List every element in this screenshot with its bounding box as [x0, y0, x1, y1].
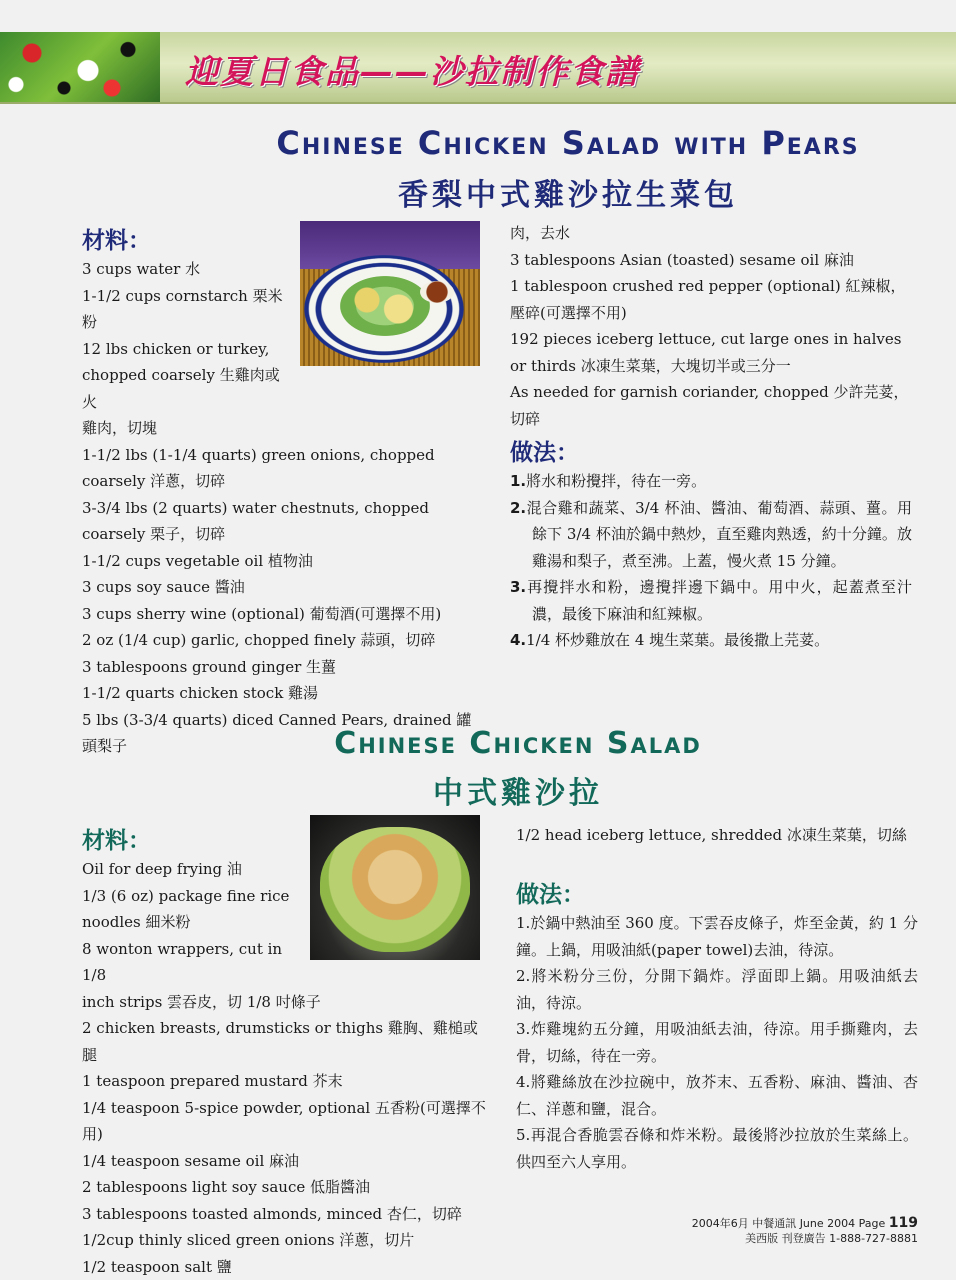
ingredient-line: chopped coarsely 生雞肉或火	[82, 362, 292, 415]
recipe1-ingredients-heading: 材料：	[82, 222, 151, 255]
ingredient-line: 3 tablespoons Asian (toasted) sesame oil 麻油	[510, 247, 912, 274]
ingredient-line: 3-3/4 lbs (2 quarts) water chestnuts, chopped coarsely 栗子，切碎	[82, 495, 486, 548]
recipe2-ingredients-right	[516, 822, 918, 849]
method-step: 2.混合雞和蔬菜、3/4 杯油、醬油、葡萄酒、蒜頭、薑。用餘下 3/4 杯油於鍋中熱炒，直至雞肉熟透，約十分鐘。放雞湯和梨子，煮至沸。上蓋，慢火煮 15 分鐘。	[510, 495, 912, 575]
method-step: 4.將雞絲放在沙拉碗中，放芥末、五香粉、麻油、醬油、杏仁、洋蔥和鹽，混合。	[516, 1069, 918, 1122]
ingredient-line: 2 chicken breasts, drumsticks or thighs 雞胸、雞槌或腿	[82, 1015, 486, 1068]
ingredient-line: 1-1/2 quarts chicken stock 雞湯	[82, 680, 486, 707]
ingredient-line: 1 teaspoon prepared mustard 芥末	[82, 1068, 486, 1095]
ingredient-line: 1-1/2 cups cornstarch 栗米粉	[82, 283, 292, 336]
recipe2-method-heading: 做法：	[516, 876, 585, 909]
ingredient-line: 1/2 teaspoon salt 鹽	[82, 1254, 486, 1280]
footer-edition: 美西版 刊登廣告 1-888-727-8881	[692, 1231, 918, 1246]
method-step: 5.再混合香脆雲吞條和炸米粉。最後將沙拉放於生菜絲上。供四至六人享用。	[516, 1122, 918, 1175]
recipe1-ingredients-right	[510, 220, 912, 432]
ingredient-line: 1-1/2 cups vegetable oil 植物油	[82, 548, 486, 575]
footer-date: 2004年6月 中餐通訊 June 2004 Page	[692, 1217, 886, 1230]
ingredient-line: 3 cups sherry wine (optional) 葡萄酒(可選擇不用)	[82, 601, 486, 628]
ingredient-line: 192 pieces iceberg lettuce, cut large ones in halves or thirds 冰凍生菜葉，大塊切半或三分一	[510, 326, 912, 379]
footer-date-line	[692, 1216, 918, 1231]
ingredient-line: 1/3 (6 oz) package fine rice	[82, 883, 292, 910]
method-step: 3.再攪拌水和粉，邊攪拌邊下鍋中。用中火，起蓋煮至汁濃，最後下麻油和紅辣椒。	[510, 574, 912, 627]
ingredient-line: inch strips 雲吞皮，切 1/8 吋條子	[82, 989, 486, 1016]
ingredient-line: 5 lbs (3-3/4 quarts) diced Canned Pears, drained 罐頭梨子	[82, 707, 486, 760]
method-step: 2.將米粉分三份，分開下鍋炸。浮面即上鍋。用吸油紙去油，待涼。	[516, 963, 918, 1016]
ingredient-line: 3 cups soy sauce 醬油	[82, 574, 486, 601]
ingredient-line: 1/2 head iceberg lettuce, shredded 冰凍生菜葉，切絲	[516, 822, 918, 849]
header-banner	[0, 32, 956, 104]
ingredient-line: As needed for garnish coriander, chopped 少許芫荽，切碎	[510, 379, 912, 432]
ingredient-line: 3 tablespoons toasted almonds, minced 杏仁，切碎	[82, 1201, 486, 1228]
ingredient-line: 2 tablespoons light soy sauce 低脂醬油	[82, 1174, 486, 1201]
page-footer	[692, 1216, 918, 1246]
recipe2-ingredients-heading: 材料：	[82, 822, 151, 855]
recipe2-ingredients-left	[82, 856, 486, 1280]
ingredient-line: 12 lbs chicken or turkey,	[82, 336, 292, 363]
method-step: 1.於鍋中熱油至 360 度。下雲吞皮條子，炸至金黃，約 1 分鐘。上鍋，用吸油紙(paper towel)去油，待涼。	[516, 910, 918, 963]
ingredient-line: noodles 細米粉	[82, 909, 292, 936]
ingredient-line: 3 cups water 水	[82, 256, 292, 283]
method-step: 3.炸雞塊約五分鐘，用吸油紙去油，待涼。用手撕雞肉，去骨，切絲，待在一旁。	[516, 1016, 918, 1069]
salad-photo-thumbnail	[0, 32, 160, 102]
ingredient-line: 1/4 teaspoon sesame oil 麻油	[82, 1148, 486, 1175]
method-step: 4.1/4 杯炒雞放在 4 塊生菜葉。最後撒上芫荽。	[510, 627, 912, 654]
ingredient-line: 1 tablespoon crushed red pepper (optional) 紅辣椒，壓碎(可選擇不用)	[510, 273, 912, 326]
ingredient-line: 1/4 teaspoon 5-spice powder, optional 五香粉(可選擇不用)	[82, 1095, 486, 1148]
recipe2-title-zh: 中式雞沙拉	[40, 768, 956, 812]
method-step: 1.將水和粉攪拌，待在一旁。	[510, 468, 912, 495]
ingredient-line: 2 oz (1/4 cup) garlic, chopped finely 蒜頭，切碎	[82, 627, 486, 654]
recipe1-title-zh: 香梨中式雞沙拉生菜包	[90, 170, 956, 214]
recipe1-ingredients-left	[82, 256, 486, 760]
ingredient-line: 8 wonton wrappers, cut in 1/8	[82, 936, 292, 989]
recipe2-title-en: Chinese Chicken Salad	[40, 726, 956, 761]
ingredient-line: 雞肉，切塊	[82, 415, 292, 442]
ingredient-line: 1-1/2 lbs (1-1/4 quarts) green onions, chopped coarsely 洋蔥，切碎	[82, 442, 486, 495]
ingredient-line: 1/2cup thinly sliced green onions 洋蔥，切片	[82, 1227, 486, 1254]
ingredient-line: 3 tablespoons ground ginger 生薑	[82, 654, 486, 681]
banner-title: 迎夏日食品——沙拉制作食譜	[185, 46, 640, 93]
recipe1-title-en: Chinese Chicken Salad with Pears	[90, 124, 956, 162]
recipe2-method-steps	[516, 910, 918, 1175]
recipe1-method-steps	[510, 468, 912, 654]
page-number: 119	[889, 1215, 918, 1231]
recipe1-method-heading: 做法：	[510, 434, 579, 467]
ingredient-line: Oil for deep frying 油	[82, 856, 292, 883]
ingredient-line: 肉，去水	[510, 220, 912, 247]
